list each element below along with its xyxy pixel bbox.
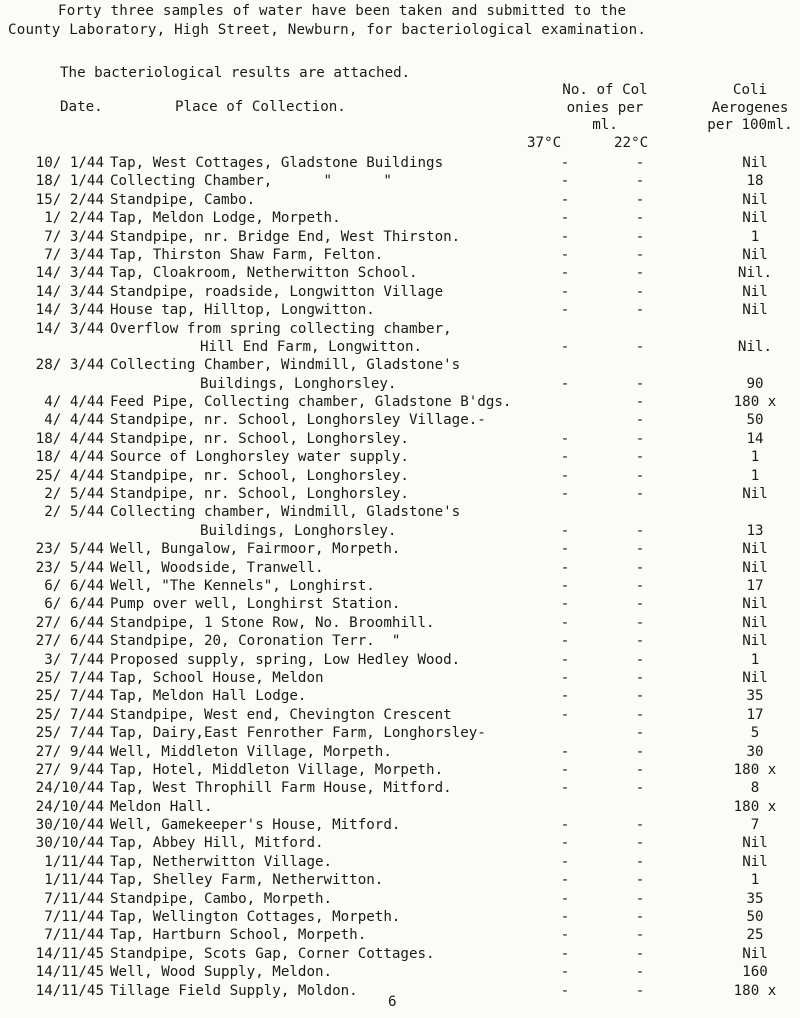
count-37c: - <box>560 872 570 889</box>
table-row <box>0 191 800 209</box>
collection-place: Standpipe, 1 Stone Row, No. Broomhill. <box>110 614 435 631</box>
sample-date: 4/ 4/44 <box>44 394 104 411</box>
count-22c: - <box>635 614 645 631</box>
collection-place: Proposed supply, spring, Low Hedley Wood. <box>110 651 461 668</box>
table-row <box>0 172 800 190</box>
table-row <box>0 246 800 264</box>
table-row <box>0 816 800 834</box>
sample-date: 24/10/44 <box>35 798 104 815</box>
collection-place: Tap, Hartburn School, Morpeth. <box>110 927 367 944</box>
count-22c: - <box>635 375 645 392</box>
collection-place: Tap, West Throphill Farm House, Mitford. <box>110 780 452 797</box>
count-37c: - <box>560 817 570 834</box>
collection-place: Standpipe, roadside, Longwitton Village <box>110 283 444 300</box>
table-row <box>0 503 800 521</box>
count-22c: - <box>635 835 645 852</box>
collection-place: Meldon Hall. <box>110 798 213 815</box>
table-row <box>0 467 800 485</box>
table-row <box>0 301 800 319</box>
count-22c: - <box>635 412 645 429</box>
header-colonies <box>530 82 680 135</box>
collection-place: Tap, West Cottages, Gladstone Buildings <box>110 155 444 171</box>
sample-date: 14/11/45 <box>35 964 104 981</box>
coli-aerogenes: 14 <box>746 430 764 447</box>
coli-aerogenes: Nil <box>742 486 768 503</box>
sample-date: 14/ 3/44 <box>35 283 104 300</box>
count-22c: - <box>635 228 645 245</box>
count-22c: - <box>635 449 645 466</box>
page-number: 6 <box>388 994 397 1010</box>
sample-date: 28/ 3/44 <box>35 357 104 374</box>
count-22c: - <box>635 394 645 411</box>
count-37c: - <box>560 430 570 447</box>
table-row <box>0 908 800 926</box>
sample-date: 14/11/45 <box>35 982 104 999</box>
coli-aerogenes: Nil. <box>737 265 773 282</box>
count-37c: - <box>560 688 570 705</box>
coli-aerogenes: 180 x <box>733 761 777 778</box>
table-row <box>0 264 800 282</box>
count-37c: - <box>560 467 570 484</box>
collection-place: Tillage Field Supply, Moldon. <box>110 982 358 999</box>
count-22c: - <box>635 964 645 981</box>
collection-place: Tap, Wellington Cottages, Morpeth. <box>110 909 401 926</box>
collection-place: Tap, Thirston Shaw Farm, Felton. <box>110 246 384 263</box>
table-row-continuation <box>0 375 800 393</box>
collection-place: Source of Longhorsley water supply. <box>110 449 409 466</box>
sample-date: 30/10/44 <box>35 835 104 852</box>
sample-date: 4/ 4/44 <box>44 412 104 429</box>
count-37c: - <box>560 541 570 558</box>
table-row <box>0 632 800 650</box>
count-37c: - <box>560 191 570 208</box>
count-37c: - <box>560 283 570 300</box>
count-22c: - <box>635 633 645 650</box>
collection-place: Tap, Meldon Hall Lodge. <box>110 688 307 705</box>
sample-date: 7/ 3/44 <box>44 228 104 245</box>
collection-place: Standpipe, nr. School, Longhorsley. <box>110 486 409 503</box>
count-22c: - <box>635 191 645 208</box>
collection-place: House tap, Hilltop, Longwitton. <box>110 302 375 319</box>
sample-date: 18/ 1/44 <box>35 173 104 190</box>
collection-place: Well, Middleton Village, Morpeth. <box>110 743 392 760</box>
table-row-continuation <box>0 338 800 356</box>
header-place: Place of Collection. <box>175 99 346 115</box>
count-37c: - <box>560 486 570 503</box>
count-22c: - <box>635 541 645 558</box>
coli-aerogenes: Nil <box>742 191 768 208</box>
coli-aerogenes: 180 x <box>733 394 777 411</box>
sample-date: 27/ 9/44 <box>35 743 104 760</box>
collection-place: Standpipe, nr. Bridge End, West Thirston. <box>110 228 461 245</box>
coli-aerogenes: Nil <box>742 614 768 631</box>
count-22c: - <box>635 559 645 576</box>
count-22c: - <box>635 596 645 613</box>
count-37c: - <box>560 577 570 594</box>
header-coli-1: Coli <box>732 82 768 98</box>
header-coli-2: Aerogenes <box>711 99 789 116</box>
table-row <box>0 687 800 705</box>
collection-place: Well, "The Kennels", Longhirst. <box>110 577 375 594</box>
collection-place: Standpipe, 20, Coronation Terr. " <box>110 633 401 650</box>
coli-aerogenes: 18 <box>746 173 764 190</box>
table-row <box>0 890 800 908</box>
count-22c: - <box>635 210 645 227</box>
sample-date: 18/ 4/44 <box>35 449 104 466</box>
count-37c: - <box>560 228 570 245</box>
collection-place: Well, Woodside, Tranwell. <box>110 559 324 576</box>
count-37c: - <box>560 614 570 631</box>
coli-aerogenes: 17 <box>746 577 764 594</box>
sample-date: 14/ 3/44 <box>35 302 104 319</box>
count-37c: - <box>560 246 570 263</box>
count-37c: - <box>560 375 570 392</box>
intro-paragraph <box>8 2 798 39</box>
table-row <box>0 669 800 687</box>
sample-date: 7/ 3/44 <box>44 246 104 263</box>
intro-line-1: Forty three samples of water have been taken and submitted to the <box>58 3 627 19</box>
count-37c: - <box>560 302 570 319</box>
collection-place: Standpipe, West end, Chevington Crescent <box>110 706 452 723</box>
coli-aerogenes: Nil <box>742 246 768 263</box>
coli-aerogenes: 50 <box>746 412 764 429</box>
collection-place: Well, Gamekeeper's House, Mitford. <box>110 817 401 834</box>
count-22c: - <box>635 982 645 999</box>
collection-place: Collecting Chamber, " " <box>110 173 392 190</box>
count-37c: - <box>560 927 570 944</box>
count-37c: - <box>560 338 570 355</box>
sample-date: 15/ 2/44 <box>35 191 104 208</box>
collection-place: Standpipe, nr. School, Longhorsley. <box>110 430 409 447</box>
count-22c: - <box>635 817 645 834</box>
table-row <box>0 761 800 779</box>
count-22c: - <box>635 706 645 723</box>
sample-date: 2/ 5/44 <box>44 486 104 503</box>
collection-place: Tap, Shelley Farm, Netherwitton. <box>110 872 384 889</box>
coli-aerogenes: Nil. <box>737 338 773 355</box>
table-row <box>0 982 800 1000</box>
collection-place: Tap, Dairy,East Fenrother Farm, Longhorsley- <box>110 725 486 742</box>
sample-date: 6/ 6/44 <box>44 596 104 613</box>
sample-date: 14/ 3/44 <box>35 320 104 337</box>
sample-date: 27/ 6/44 <box>35 633 104 650</box>
collection-place: Feed Pipe, Collecting chamber, Gladstone B'dgs. <box>110 394 512 411</box>
count-22c: - <box>635 155 645 171</box>
sample-date: 7/11/44 <box>44 909 104 926</box>
sample-date: 1/11/44 <box>44 872 104 889</box>
header-temp-22: 22°C <box>614 135 649 151</box>
collection-place-continued: Hill End Farm, Longwitton. <box>200 338 423 355</box>
sample-date: 24/10/44 <box>35 780 104 797</box>
collection-place: Collecting chamber, Windmill, Gladstone's <box>110 504 461 521</box>
sample-date: 30/10/44 <box>35 817 104 834</box>
table-row <box>0 485 800 503</box>
collection-place: Tap, Netherwitton Village. <box>110 853 333 870</box>
count-37c: - <box>560 761 570 778</box>
sample-date: 14/11/45 <box>35 945 104 962</box>
coli-aerogenes: Nil <box>742 596 768 613</box>
collection-place: Tap, Hotel, Middleton Village, Morpeth. <box>110 761 444 778</box>
sample-date: 10/ 1/44 <box>35 155 104 171</box>
count-22c: - <box>635 338 645 355</box>
count-37c: - <box>560 909 570 926</box>
table-row <box>0 614 800 632</box>
count-37c: - <box>560 706 570 723</box>
count-22c: - <box>635 651 645 668</box>
collection-place: Standpipe, nr. School, Longhorsley Village.- <box>110 412 486 429</box>
count-22c: - <box>635 872 645 889</box>
count-22c: - <box>635 173 645 190</box>
table-row <box>0 926 800 944</box>
header-temp-37: 37°C <box>527 135 562 151</box>
header-coli <box>700 82 800 135</box>
coli-aerogenes: 7 <box>750 817 760 834</box>
table-row <box>0 834 800 852</box>
table-row <box>0 724 800 742</box>
table-row <box>0 320 800 338</box>
collection-place: Collecting Chamber, Windmill, Gladstone's <box>110 357 461 374</box>
collection-place: Well, Bungalow, Fairmoor, Morpeth. <box>110 541 401 558</box>
collection-place: Tap, Abbey Hill, Mitford. <box>110 835 324 852</box>
collection-place: Standpipe, nr. School, Longhorsley. <box>110 467 409 484</box>
count-37c: - <box>560 651 570 668</box>
count-22c: - <box>635 909 645 926</box>
count-22c: - <box>635 522 645 539</box>
coli-aerogenes: 1 <box>750 228 760 245</box>
table-row <box>0 411 800 429</box>
collection-place-continued: Buildings, Longhorsley. <box>200 522 397 539</box>
count-22c: - <box>635 430 645 447</box>
sample-date: 27/ 6/44 <box>35 614 104 631</box>
coli-aerogenes: 160 <box>742 964 768 981</box>
sample-date: 25/ 4/44 <box>35 467 104 484</box>
sample-date: 25/ 7/44 <box>35 725 104 742</box>
collection-place: Pump over well, Longhirst Station. <box>110 596 401 613</box>
count-37c: - <box>560 964 570 981</box>
coli-aerogenes: 35 <box>746 688 764 705</box>
sample-date: 23/ 5/44 <box>35 559 104 576</box>
header-date: Date. <box>60 99 103 115</box>
count-37c: - <box>560 669 570 686</box>
count-22c: - <box>635 688 645 705</box>
table-row <box>0 209 800 227</box>
count-22c: - <box>635 725 645 742</box>
table-row <box>0 228 800 246</box>
count-22c: - <box>635 853 645 870</box>
count-22c: - <box>635 246 645 263</box>
table-row <box>0 356 800 374</box>
sample-date: 25/ 7/44 <box>35 688 104 705</box>
count-22c: - <box>635 927 645 944</box>
coli-aerogenes: Nil <box>742 541 768 558</box>
collection-place: Tap, Cloakroom, Netherwitton School. <box>110 265 418 282</box>
count-37c: - <box>560 982 570 999</box>
count-37c: - <box>560 743 570 760</box>
collection-place: Standpipe, Cambo. <box>110 191 256 208</box>
header-colonies-2: onies per <box>566 99 644 116</box>
table-row <box>0 871 800 889</box>
coli-aerogenes: 1 <box>750 651 760 668</box>
coli-aerogenes: Nil <box>742 283 768 300</box>
collection-place: Standpipe, Cambo, Morpeth. <box>110 890 333 907</box>
header-coli-3: per 100ml. <box>707 117 793 133</box>
table-row <box>0 595 800 613</box>
count-22c: - <box>635 780 645 797</box>
table-row <box>0 283 800 301</box>
coli-aerogenes: 17 <box>746 706 764 723</box>
table-row <box>0 430 800 448</box>
collection-place-continued: Buildings, Longhorsley. <box>200 375 397 392</box>
sample-date: 1/ 2/44 <box>44 210 104 227</box>
coli-aerogenes: 90 <box>746 375 764 392</box>
collection-place: Overflow from spring collecting chamber, <box>110 320 452 337</box>
coli-aerogenes: 35 <box>746 890 764 907</box>
collection-place: Tap, Meldon Lodge, Morpeth. <box>110 210 341 227</box>
sample-date: 23/ 5/44 <box>35 541 104 558</box>
count-22c: - <box>635 945 645 962</box>
count-22c: - <box>635 669 645 686</box>
count-37c: - <box>560 835 570 852</box>
table-row <box>0 540 800 558</box>
table-row <box>0 779 800 797</box>
table-row <box>0 963 800 981</box>
table-row <box>0 559 800 577</box>
intro-line-2: County Laboratory, High Street, Newburn, for bacteriological examination. <box>8 21 647 38</box>
sample-date: 14/ 3/44 <box>35 265 104 282</box>
count-37c: - <box>560 173 570 190</box>
coli-aerogenes: 1 <box>750 872 760 889</box>
count-37c: - <box>560 210 570 227</box>
count-37c: - <box>560 522 570 539</box>
count-22c: - <box>635 467 645 484</box>
count-22c: - <box>635 302 645 319</box>
count-37c: - <box>560 890 570 907</box>
coli-aerogenes: 1 <box>750 449 760 466</box>
table-row <box>0 577 800 595</box>
table-row <box>0 393 800 411</box>
count-37c: - <box>560 633 570 650</box>
coli-aerogenes: Nil <box>742 210 768 227</box>
count-37c: - <box>560 559 570 576</box>
coli-aerogenes: Nil <box>742 559 768 576</box>
collection-place: Well, Wood Supply, Meldon. <box>110 964 333 981</box>
count-37c: - <box>560 265 570 282</box>
results-table <box>0 154 800 1000</box>
coli-aerogenes: 180 x <box>733 982 777 999</box>
coli-aerogenes: 5 <box>750 725 760 742</box>
coli-aerogenes: Nil <box>742 302 768 319</box>
coli-aerogenes: 30 <box>746 743 764 760</box>
count-22c: - <box>635 577 645 594</box>
table-row <box>0 743 800 761</box>
count-37c: - <box>560 596 570 613</box>
coli-aerogenes: 50 <box>746 909 764 926</box>
table-row <box>0 945 800 963</box>
sample-date: 6/ 6/44 <box>44 577 104 594</box>
sample-date: 1/11/44 <box>44 853 104 870</box>
count-22c: - <box>635 761 645 778</box>
sample-date: 7/11/44 <box>44 927 104 944</box>
table-row-continuation <box>0 522 800 540</box>
coli-aerogenes: 1 <box>750 467 760 484</box>
coli-aerogenes: Nil <box>742 835 768 852</box>
table-row <box>0 651 800 669</box>
intro-line-3: The bacteriological results are attached. <box>60 65 411 81</box>
coli-aerogenes: 25 <box>746 927 764 944</box>
coli-aerogenes: 8 <box>750 780 760 797</box>
count-37c: - <box>560 155 570 171</box>
count-22c: - <box>635 486 645 503</box>
sample-date: 7/11/44 <box>44 890 104 907</box>
collection-place: Standpipe, Scots Gap, Corner Cottages. <box>110 945 435 962</box>
sample-date: 27/ 9/44 <box>35 761 104 778</box>
table-row <box>0 706 800 724</box>
count-37c: - <box>560 853 570 870</box>
count-37c: - <box>560 449 570 466</box>
table-row <box>0 154 800 172</box>
sample-date: 3/ 7/44 <box>44 651 104 668</box>
collection-place: Tap, School House, Meldon <box>110 669 324 686</box>
count-37c: - <box>560 780 570 797</box>
count-22c: - <box>635 283 645 300</box>
coli-aerogenes: 13 <box>746 522 764 539</box>
sample-date: 2/ 5/44 <box>44 504 104 521</box>
sample-date: 25/ 7/44 <box>35 669 104 686</box>
count-22c: - <box>635 265 645 282</box>
coli-aerogenes: Nil <box>742 669 768 686</box>
table-row <box>0 853 800 871</box>
coli-aerogenes: Nil <box>742 853 768 870</box>
table-row <box>0 448 800 466</box>
sample-date: 18/ 4/44 <box>35 430 104 447</box>
sample-date: 25/ 7/44 <box>35 706 104 723</box>
count-22c: - <box>635 743 645 760</box>
table-row <box>0 798 800 816</box>
coli-aerogenes: Nil <box>742 633 768 650</box>
coli-aerogenes: 180 x <box>733 798 777 815</box>
coli-aerogenes: Nil <box>742 945 768 962</box>
count-22c: - <box>635 890 645 907</box>
coli-aerogenes: Nil <box>742 155 768 171</box>
header-colonies-3: ml. <box>592 117 618 133</box>
header-colonies-1: No. of Col <box>562 82 648 98</box>
count-37c: - <box>560 945 570 962</box>
